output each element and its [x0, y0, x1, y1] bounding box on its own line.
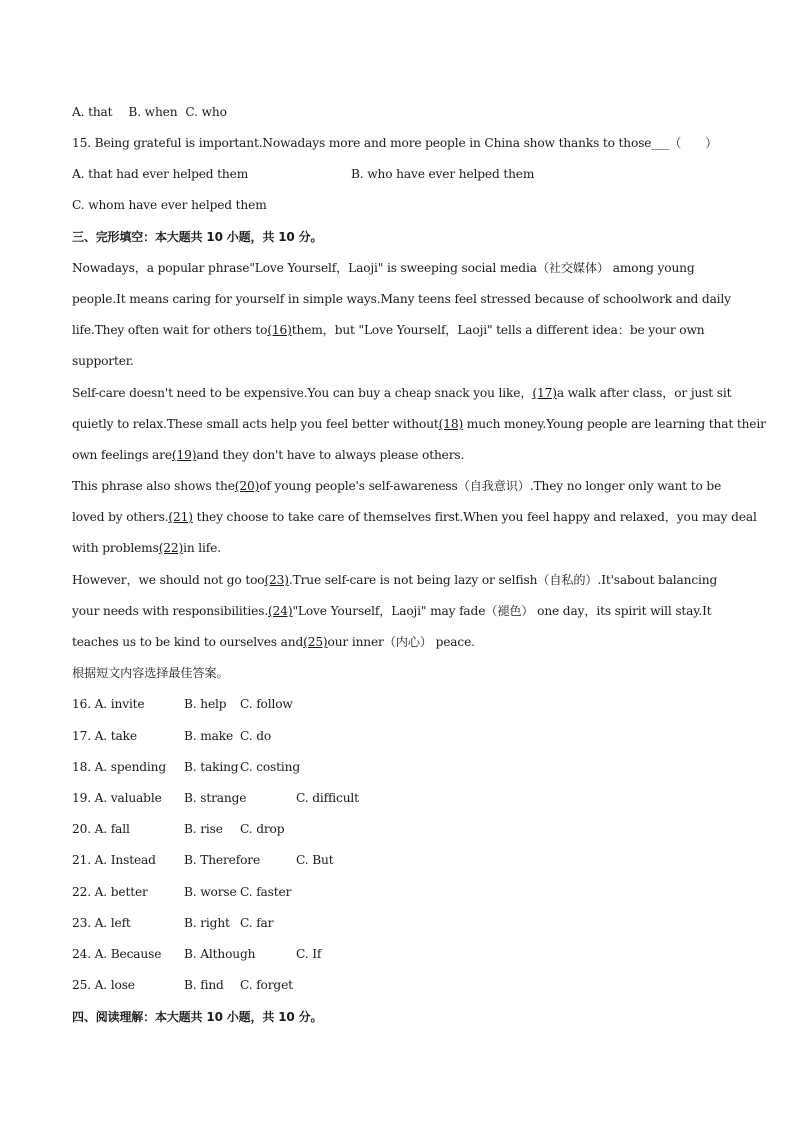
option-b: B. find — [184, 978, 224, 992]
text: .True self-care is not being lazy or selfish（自私的）.It'sabout balancing — [288, 573, 718, 587]
q15-option-a: A. that had ever helped them — [72, 167, 249, 181]
option-c: C. difficult — [296, 791, 359, 805]
blank-21: (21) — [168, 510, 193, 524]
option-b: B. rise — [184, 822, 223, 836]
text: and they don't have to always please others. — [196, 448, 465, 462]
option-c: C. do — [240, 729, 272, 743]
option-c: C. drop — [240, 822, 285, 836]
text: with problems — [72, 541, 159, 555]
option-b: B. help — [184, 697, 227, 711]
option-a: 23. A. left — [72, 916, 131, 930]
option-b: B. right — [184, 916, 230, 930]
blank-18: (18) — [438, 417, 464, 431]
q14-option-a: A. that — [72, 105, 113, 119]
q15-option-b: B. who have ever helped them — [351, 167, 535, 181]
text: teaches us to be kind to ourselves and — [72, 635, 304, 649]
passage-line-12 — [72, 603, 712, 619]
passage-line-5 — [72, 385, 731, 401]
option-a: 16. A. invite — [72, 697, 145, 711]
blank-23: (23) — [264, 573, 289, 587]
option-c: C. faster — [240, 885, 292, 899]
option-b: B. make — [184, 729, 234, 743]
option-a: 22. A. better — [72, 885, 148, 899]
text: Self-care doesn't need to be expensive.You can buy a cheap snack you like， — [72, 386, 533, 400]
q14-option-c: C. who — [185, 105, 227, 119]
text: your needs with responsibilities. — [72, 604, 269, 618]
text: them，but "Love Yourself，Laoji" tells a different idea：be your own — [291, 323, 705, 337]
option-a: 18. A. spending — [72, 760, 167, 774]
option-a: 20. A. fall — [72, 822, 130, 836]
section-3-instruction: 根据短文内容选择最佳答案。 — [72, 666, 229, 680]
blank-19: (19) — [171, 448, 197, 462]
blank-20: (20) — [234, 479, 260, 493]
text: of young people's self-awareness（自我意识）.They no longer only want to be — [259, 479, 722, 493]
section-3-heading: 三、完形填空：本大题共 10 小题，共 10 分。 — [72, 230, 323, 244]
passage-line-1: Nowadays，a popular phrase"Love Yourself，Laoji" is sweeping social media（社交媒体） among young — [72, 261, 695, 275]
q15-option-c: C. whom have ever helped them — [72, 198, 267, 212]
q14-option-b: B. when — [128, 105, 178, 119]
text: in life. — [183, 541, 221, 555]
section-4-heading: 四、阅读理解：本大题共 10 小题，共 10 分。 — [72, 1010, 323, 1024]
text: However，we should not go too — [72, 573, 265, 587]
passage-line-3 — [72, 322, 704, 338]
text: own feelings are — [72, 448, 172, 462]
passage-line-7 — [72, 447, 464, 463]
passage-line-8 — [72, 478, 721, 494]
option-a: 24. A. Because — [72, 947, 162, 961]
option-c: C. forget — [240, 978, 293, 992]
passage-line-4: supporter. — [72, 354, 134, 368]
option-c: C. But — [296, 853, 334, 867]
option-a: 19. A. valuable — [72, 791, 162, 805]
text: loved by others. — [72, 510, 169, 524]
q14-options — [72, 104, 227, 120]
text: quietly to relax.These small acts help you feel better without — [72, 417, 439, 431]
passage-line-9 — [72, 509, 757, 525]
q15-stem: 15. Being grateful is important.Nowadays more and more people in China show thanks to those___（ ） — [72, 136, 718, 150]
text: they choose to take care of themselves first.When you feel happy and relaxed，you may deal — [192, 510, 757, 524]
option-c: C. If — [296, 947, 322, 961]
passage-line-11 — [72, 572, 717, 588]
blank-25: (25) — [303, 635, 328, 649]
text: life.They often wait for others to — [72, 323, 268, 337]
option-b: B. Therefore — [184, 853, 261, 867]
passage-line-2: people.It means caring for yourself in simple ways.Many teens feel stressed because of schoolwork and daily — [72, 292, 731, 306]
option-b: B. strange — [184, 791, 247, 805]
text: our inner（内心） peace. — [327, 635, 475, 649]
passage-line-10 — [72, 540, 221, 556]
option-a: 21. A. Instead — [72, 853, 156, 867]
text: "Love Yourself，Laoji" may fade（褪色） one day，its spirit will stay.It — [292, 604, 712, 618]
text: a walk after class，or just sit — [556, 386, 732, 400]
option-c: C. costing — [240, 760, 301, 774]
text: This phrase also shows the — [72, 479, 235, 493]
blank-24: (24) — [268, 604, 293, 618]
blank-17: (17) — [532, 386, 557, 400]
option-b: B. Although — [184, 947, 256, 961]
option-a: 17. A. take — [72, 729, 137, 743]
option-c: C. follow — [240, 697, 293, 711]
passage-line-6 — [72, 416, 766, 432]
blank-22: (22) — [158, 541, 184, 555]
passage-line-13 — [72, 634, 475, 650]
text: much money.Young people are learning that their — [463, 417, 766, 431]
option-a: 25. A. lose — [72, 978, 135, 992]
option-b: B. worse — [184, 885, 237, 899]
option-c: C. far — [240, 916, 274, 930]
option-b: B. taking — [184, 760, 239, 774]
blank-16: (16) — [267, 323, 292, 337]
